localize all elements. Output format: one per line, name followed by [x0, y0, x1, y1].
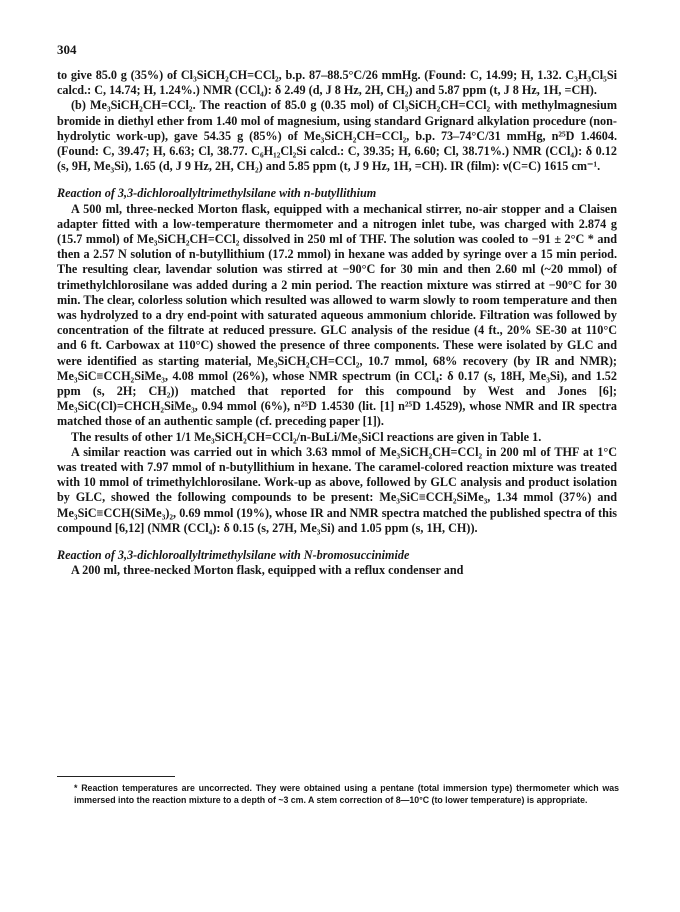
- article-body: [57, 68, 617, 579]
- paragraph-bromosuccinimide-start: A 200 ml, three-necked Morton flask, equipped with a reflux condenser and: [71, 563, 464, 578]
- footnote: * Reaction temperatures are uncorrected. They were obtained using a pentane (total immersion type) thermometer which was immersed into the reaction mixture to a depth of ~3 cm. A stem correction of 8—10°C (to lower temperature) is appropriate.: [74, 783, 619, 805]
- page-number: 304: [57, 42, 77, 57]
- paragraph-table-reference: The results of other 1/1 Me₃SiCH₂CH=CCl₂/n-BuLi/Me₃SiCl reactions are given in Table 1.: [71, 429, 542, 444]
- footnote-divider: [57, 776, 175, 777]
- paragraph-similar-reaction: A similar reaction was carried out in which 3.63 mmol of Me₃SiCH₂CH=CCl₂ in 200 ml of THF at 1°C was treated with 7.97 mmol of n-butyllithium in hexane. The caramel-colored reaction mixture was treated with 10 mmol of trimethylchlorosilane. Work-up as above, followed by GLC analysis and product isolation by GLC, showed the following compounds to be present: Me₃SiC≡CCH₂SiMe₃, 1.34 mmol (37%) and Me₃SiC≡CCH(SiMe₃)₂, 0.69 mmol (19%), whose IR and NMR spectra matched the published spectra of this compound [6,12] (NMR (CCl₄): δ 0.15 (s, 27H, Me₃Si) and 1.05 ppm (s, 1H, CH)).: [57, 444, 617, 535]
- paragraph-trichlorosilane-product: to give 85.0 g (35%) of Cl₃SiCH₂CH=CCl₂, b.p. 87–88.5°C/26 mmHg. (Found: C, 14.99; H, 1.32. C₃H₃Cl₅Si calcd.: C, 14.74; H, 1.24%.) NMR (CCl₄): δ 2.49 (d, J 8 Hz, 2H, CH₂) and 5.87 ppm (t, J 8 Hz, 1H, =CH).: [57, 68, 617, 98]
- section-heading-butyllithium: Reaction of 3,3-dichloroallyltrimethylsilane with n-butyllithium: [57, 186, 377, 201]
- section-heading-bromosuccinimide: Reaction of 3,3-dichloroallyltrimethylsilane with N-bromosuccinimide: [57, 548, 410, 563]
- paragraph-trimethylsilane-prep: (b) Me₃SiCH₂CH=CCl₂. The reaction of 85.0 g (0.35 mol) of Cl₃SiCH₂CH=CCl₂ with methylmagnesium bromide in diethyl ether from 1.40 mol of magnesium, using standard Grignard alkylation procedure (non-hydrolytic work-up), gave 54.35 g (85%) of Me₃SiCH₂CH=CCl₂, b.p. 73–74°C/31 mmHg, n²⁵D 1.4604. (Found: C, 39.47; H, 6.63; Cl, 38.77. C₆H₁₂Cl₂Si calcd.: C, 39.35; H, 6.60; Cl, 38.71%.) NMR (CCl₄): δ 0.12 (s, 9H, Me₃Si), 1.65 (d, J 9 Hz, 2H, CH₂) and 5.85 ppm (t, J 9 Hz, 1H, =CH). IR (film): ν(C=C) 1615 cm⁻¹.: [57, 98, 617, 174]
- paragraph-butyllithium-procedure: A 500 ml, three-necked Morton flask, equipped with a mechanical stirrer, no-air stopper and a Claisen adapter fitted with a low-temperature thermometer and a nitrogen inlet tube, was charged with 2.874 g (15.7 mmol) of Me₃SiCH₂CH=CCl₂ dissolved in 250 ml of THF. The solution was cooled to −91 ± 2°C * and then a 2.57 N solution of n-butyllithium (17.2 mmol) in hexane was added by syringe over a 15 min period. The resulting clear, lavendar solution was stirred at −90°C for 30 min and then 2.60 ml (~20 mmol) of trimethylchlorosilane was added during a 2 min period. The reaction mixture was stirred at −90°C for 30 min. The clear, colorless solution which resulted was allowed to warm slowly to room temperature and then was hydrolyzed to a dry end-point with saturated aqueous ammonium chloride. Filtration was followed by concentration of the filtrate at reduced pressure. GLC analysis of the residue (4 ft., 20% SE-30 at 110°C and 6 ft. Carbowax at 110°C) showed the presence of three components. These were isolated by GLC and were identified as starting material, Me₃SiCH₂CH=CCl₂, 10.7 mmol, 68% recovery (by IR and NMR); Me₃SiC≡CCH₂SiMe₃, 4.08 mmol (26%), whose NMR spectrum (in CCl₄: δ 0.17 (s, 18H, Me₃Si), and 1.52 ppm (s, 2H; CH₂)) matched that reported for this compound by West and Jones [6]; Me₃SiC(Cl)=CHCH₂SiMe₃, 0.94 mmol (6%), n²⁵D 1.4530 (lit. [1] n²⁵D 1.4529), whose NMR and IR spectra matched those of an authentic sample (cf. preceding paper [1]).: [57, 201, 617, 429]
